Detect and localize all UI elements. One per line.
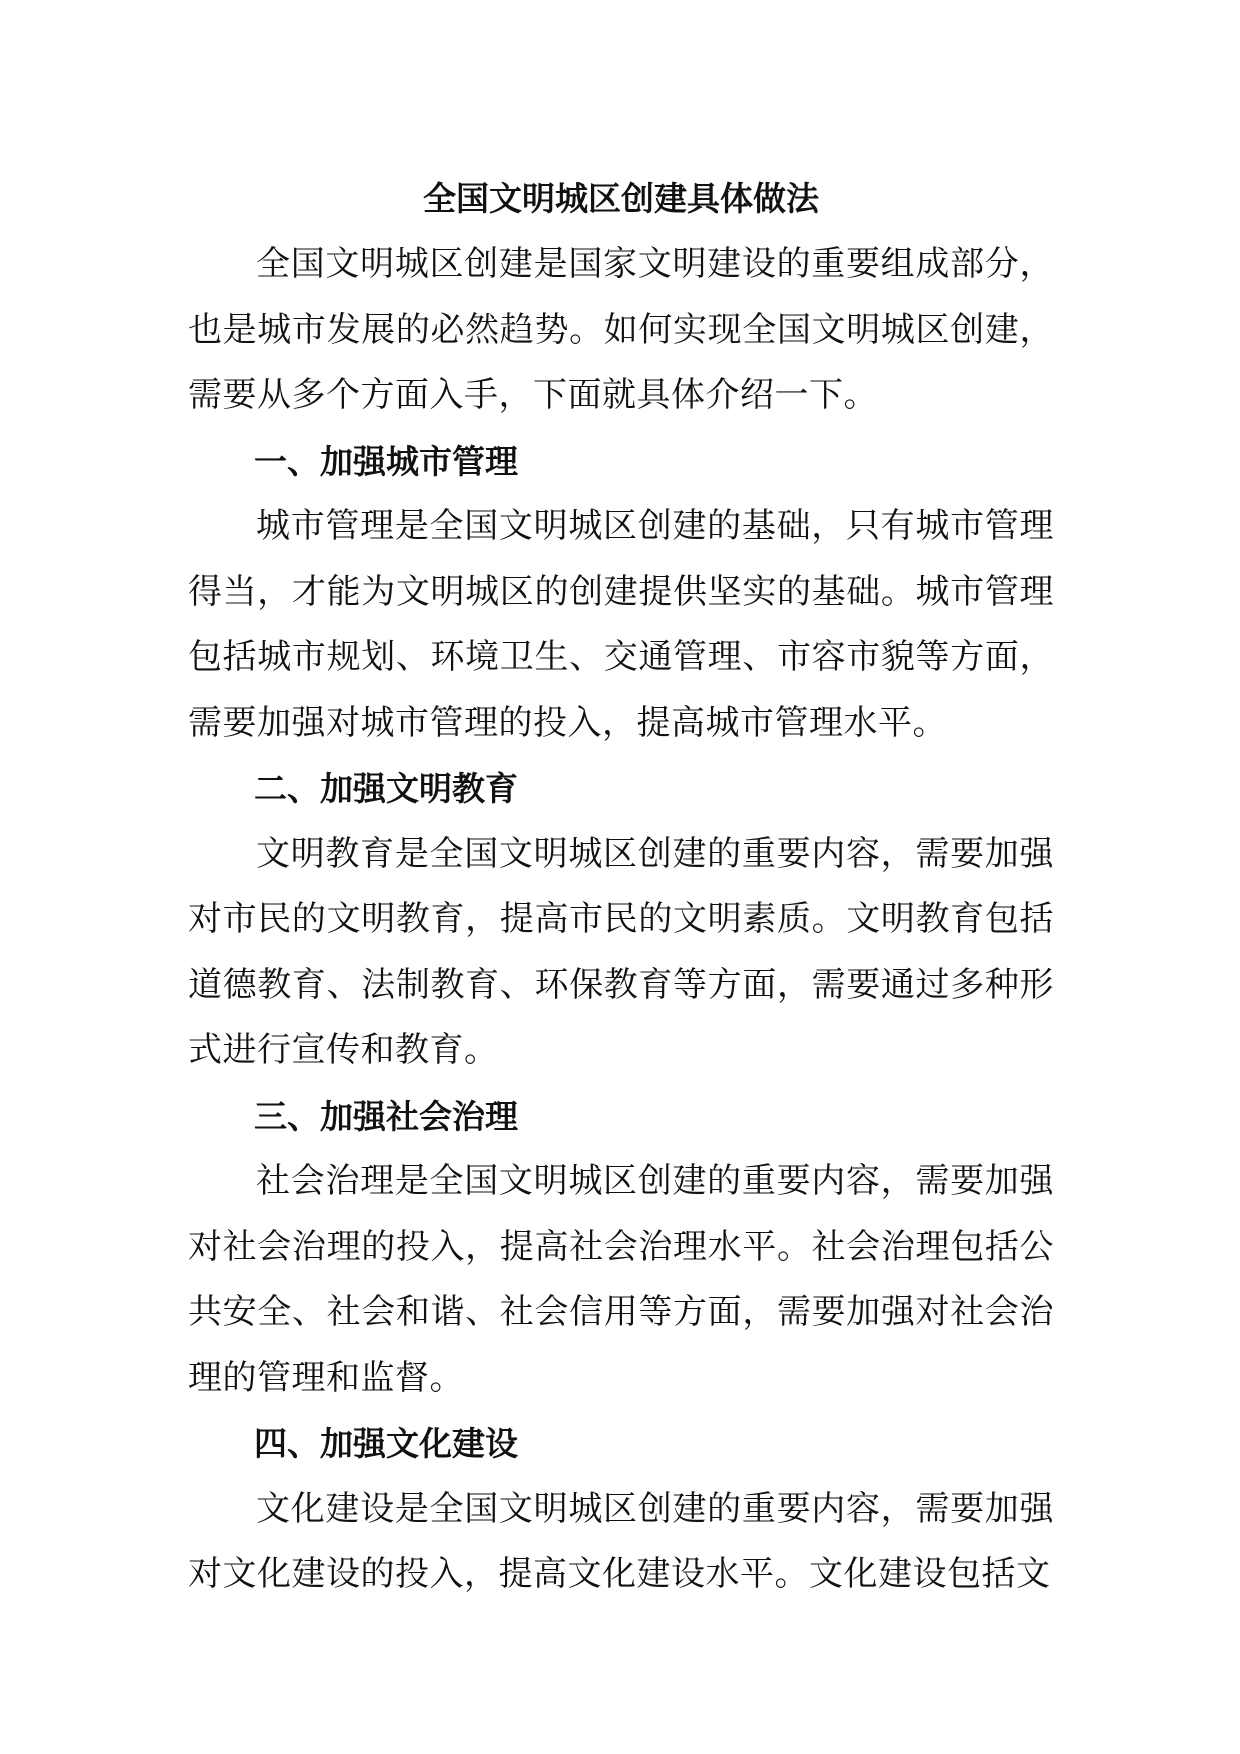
section-heading-3: 三、加强社会治理 [254, 1096, 518, 1136]
section-heading-1: 一、加强城市管理 [254, 441, 518, 481]
section-body-4: 文化建设是全国文明城区创建的重要内容，需要加强对文化建设的投入，提高文化建设水平。文化建设包括文 [188, 1488, 1054, 1594]
section-body-1: 城市管理是全国文明城区创建的基础，只有城市管理得当，才能为文明城区的创建提供坚实的基础。城市管理包括城市规划、环境卫生、交通管理、市容市貌等方面，需要加强对城市管理的投入，提高城市管理水平。 [188, 506, 1054, 743]
intro-paragraph: 全国文明城区创建是国家文明建设的重要组成部分，也是城市发展的必然趋势。如何实现全国文明城区创建，需要从多个方面入手，下面就具体介绍一下。 [188, 244, 1054, 415]
section-body-2: 文明教育是全国文明城区创建的重要内容，需要加强对市民的文明教育，提高市民的文明素质。文明教育包括道德教育、法制教育、环保教育等方面，需要通过多种形式进行宣传和教育。 [188, 833, 1054, 1070]
section-heading-2: 二、加强文明教育 [254, 769, 518, 808]
section-body-3: 社会治理是全国文明城区创建的重要内容，需要加强对社会治理的投入，提高社会治理水平。社会治理包括公共安全、社会和谐、社会信用等方面，需要加强对社会治理的管理和监督。 [188, 1161, 1054, 1398]
document-title: 全国文明城区创建具体做法 [423, 179, 819, 218]
document-content [188, 166, 1054, 1608]
section-heading-4: 四、加强文化建设 [254, 1424, 518, 1463]
